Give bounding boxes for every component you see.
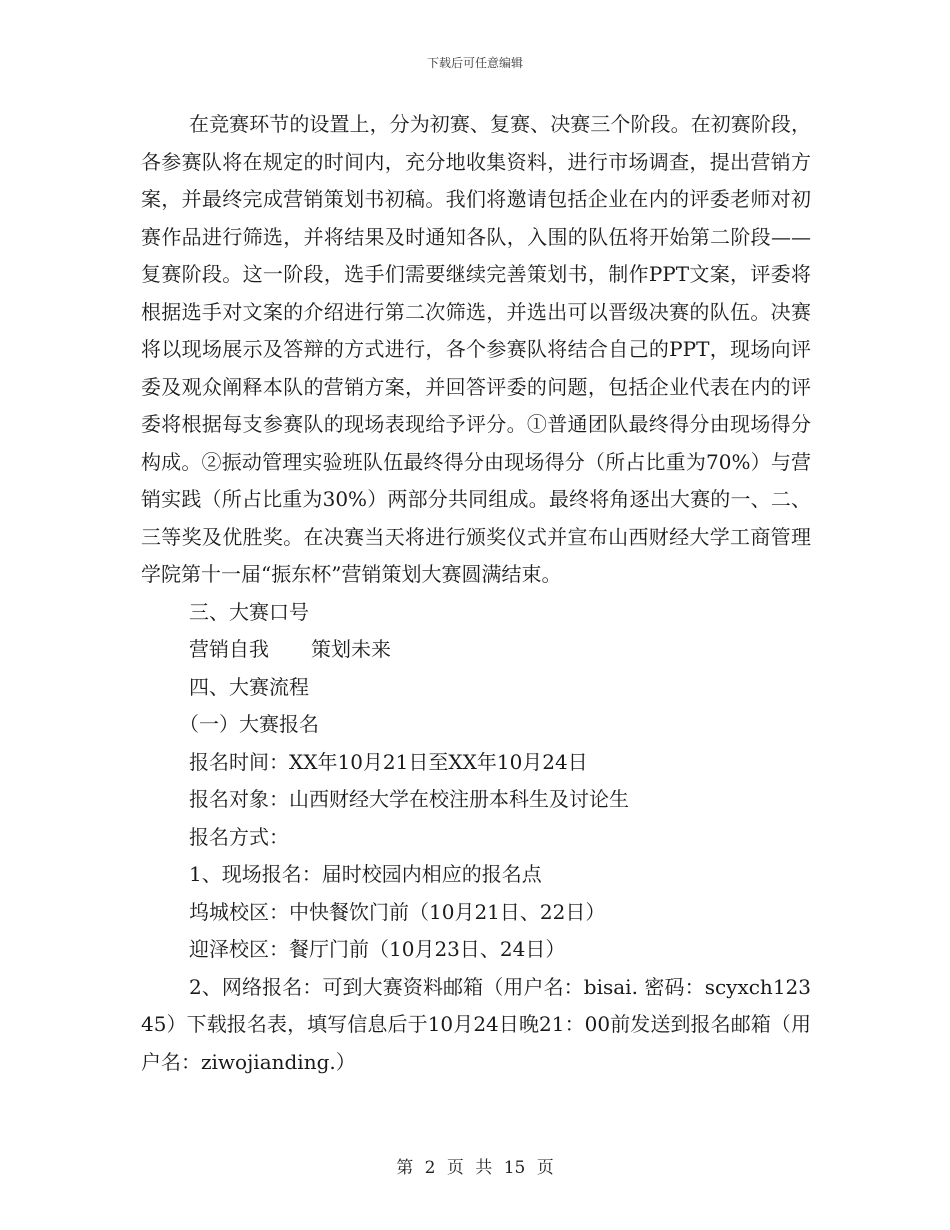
slogan-left: 营销自我: [189, 637, 269, 661]
page-header: 下载后可任意编辑: [426, 56, 523, 70]
campus-yingze: 迎泽校区：餐厅门前（10月23日、24日）: [189, 937, 566, 961]
footer-suffix: 页: [536, 1158, 554, 1178]
online-registration: 2、网络报名：可到大赛资料邮箱（用户名：bisai. 密码：scyxch12345）下载报名表，填写信息后于10月24日晚21：00前发送到报名邮箱（用户名：ziwojianding.）: [141, 974, 811, 1074]
footer-current-page: 2: [424, 1158, 436, 1178]
footer-total-word: 共: [475, 1158, 493, 1178]
slogan-line: [141, 631, 811, 669]
onsite-registration: 1、现场报名：届时校园内相应的报名点: [189, 862, 542, 886]
subsection-title-registration: （一）大赛报名: [179, 712, 319, 736]
section-title-slogan: 三、大赛口号: [189, 599, 309, 624]
registration-method: 报名方式：: [189, 824, 289, 849]
section-title-process: 四、大赛流程: [189, 674, 309, 699]
page-footer: [0, 1153, 950, 1178]
document-body: [141, 106, 811, 1081]
campus-wucheng: 坞城校区：中快餐饮门前（10月21日、22日）: [189, 899, 606, 924]
footer-prefix: 第: [396, 1158, 414, 1178]
registration-time: 报名时间：XX年10月21日至XX年10月24日: [189, 749, 588, 774]
footer-page-word: 页: [446, 1158, 464, 1178]
slogan-right: 策划未来: [311, 637, 391, 661]
registration-target: 报名对象：山西财经大学在校注册本科生及讨论生: [189, 787, 629, 811]
paragraph-competition-stages: 在竞赛环节的设置上，分为初赛、复赛、决赛三个阶段。在初赛阶段，各参赛队将在规定的时间内，充分地收集资料，进行市场调查，提出营销方案，并最终完成营销策划书初稿。我们将邀请包括企业在内的评委老师对初赛作品进行筛选，并将结果及时通知各队，入围的队伍将开始第二阶段——复赛阶段。这一阶段，选手们需要继续完善策划书，制作PPT文案，评委将根据选手对文案的介绍进行第二次筛选，并选出可以晋级决赛的队伍。决赛将以现场展示及答辩的方式进行，各个参赛队将结合自己的PPT，现场向评委及观众阐释本队的营销方案，并回答评委的问题，包括企业代表在内的评委将根据每支参赛队的现场表现给予评分。①普通团队最终得分由现场得分构成。②振动管理实验班队伍最终得分由现场得分（所占比重为70%）与营销实践（所占比重为30%）两部分共同组成。最终将角逐出大赛的一、二、三等奖及优胜奖。在决赛当天将进行颁奖仪式并宣布山西财经大学工商管理学院第十一届“振东杯”营销策划大赛圆满结束。: [141, 112, 811, 586]
footer-total-pages: 15: [503, 1158, 526, 1178]
